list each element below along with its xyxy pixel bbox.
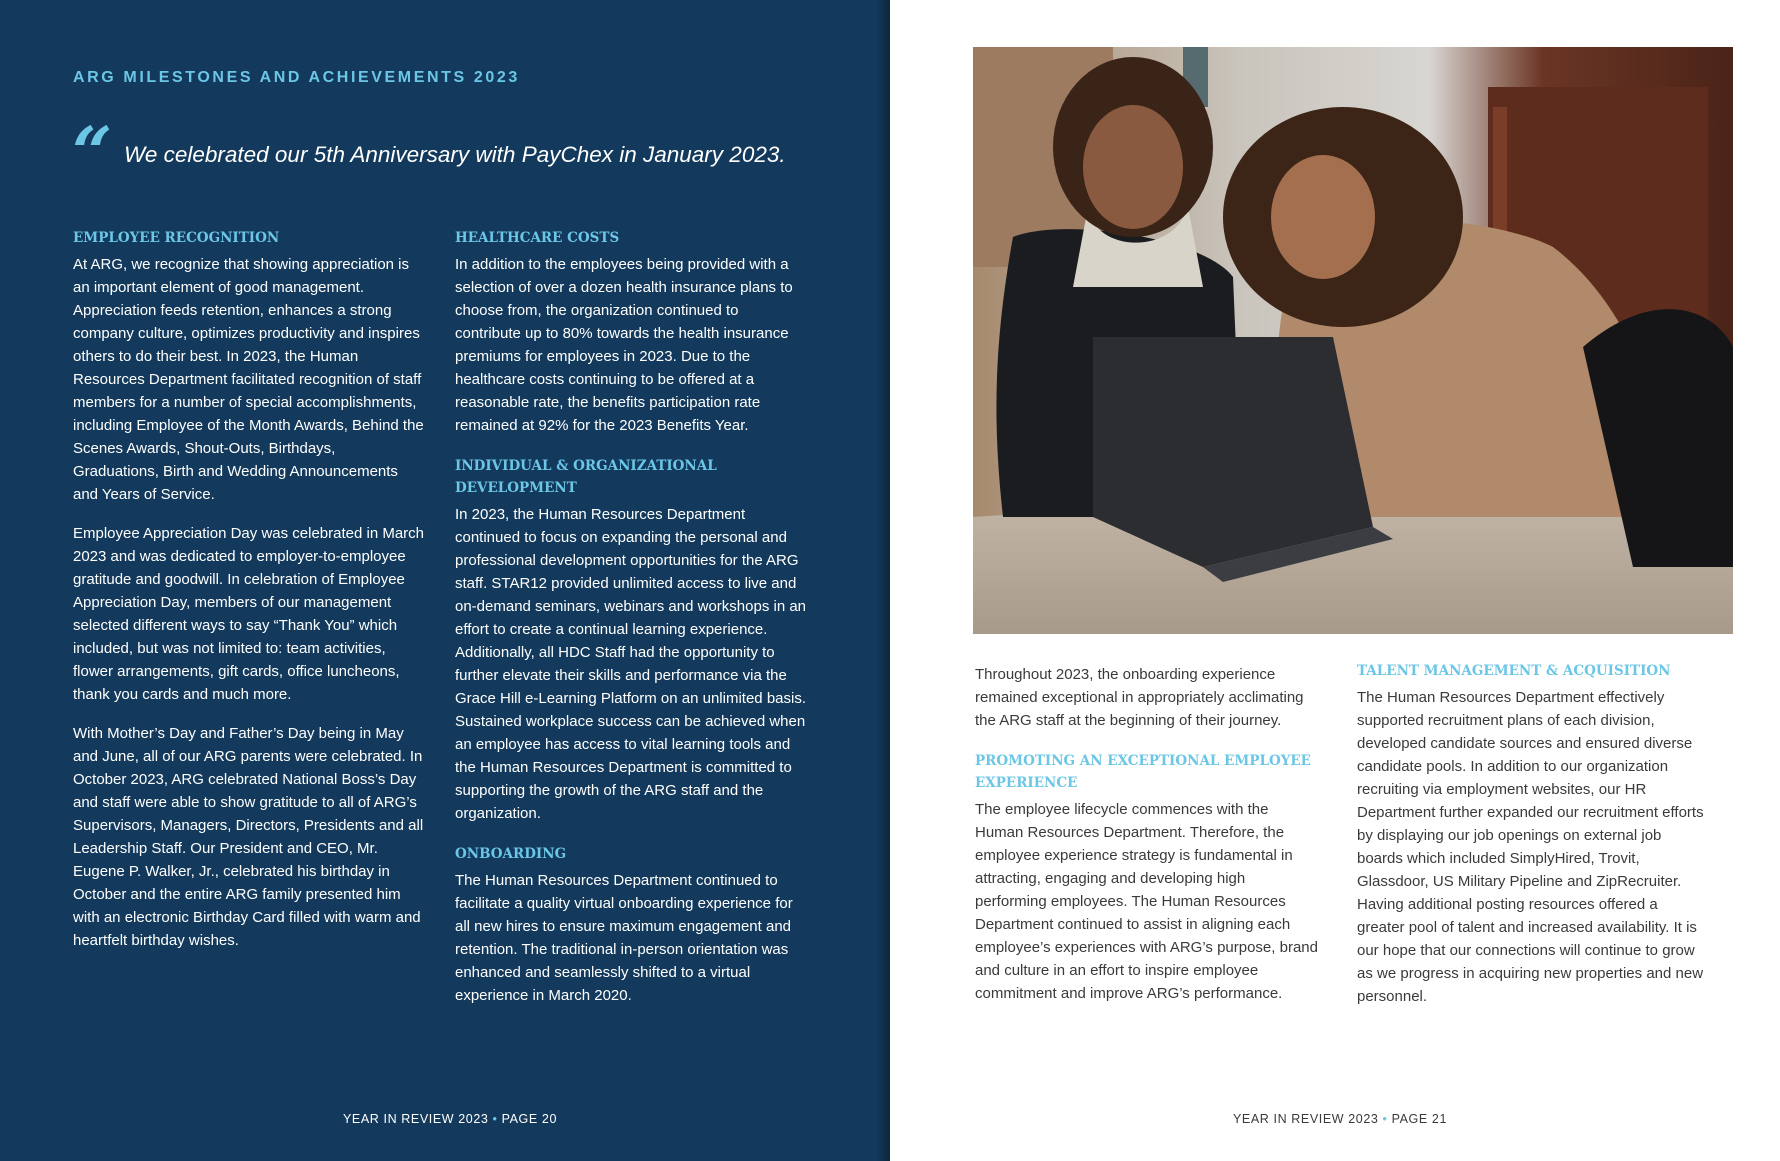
talent-paragraph: The Human Resources Department effectively supported recruitment plans of each division, developed candidate sources and ensured diverse candidate pools. In addition to our organization recruiting via employment websites, our HR Department further expanded our recruitment efforts by displaying our job openings on external job boards which included SimplyHired, Trovit, Glassdoor, US Military Pipeline and ZipRecruiter. Having additional posting resources offered a greater pool of talent and increased availability. It is our hope that our connections will continue to grow as we progress in acquiring new properties and new personnel. [1357,689,1704,1005]
talent-column [1357,660,1707,1026]
healthcare-heading: HEALTHCARE COSTS [455,230,620,246]
pull-quote: We celebrated our 5th Anniversary with PayChex in January 2023. [124,142,786,167]
footer-separator: • [1382,1112,1388,1126]
employee-recognition-column [73,227,425,968]
talent-heading: TALENT MANAGEMENT & ACQUISITION [1357,663,1671,679]
footer-label: YEAR IN REVIEW 2023 [1232,1112,1379,1126]
page-footer-right [890,1112,1780,1126]
footer-separator: • [492,1112,498,1126]
onboarding-continued-paragraph: Throughout 2023, the onboarding experience remained exceptional in appropriately acclimating the ARG staff at the beginning of their journey. [975,666,1304,729]
footer-page-number: PAGE 20 [501,1112,557,1126]
healthcare-paragraph: In addition to the employees being provided with a selection of over a dozen health insurance plans to choose from, the organization continued to contribute up to 80% towards the health insurance premiums for employees in 2023. Due to the healthcare costs continuing to be offered at a reasonable rate, the benefits participation rate remained at 92% for the 2023 Benefits Year. [455,256,793,434]
development-paragraph: In 2023, the Human Resources Department continued to focus on expanding the personal and professional development opportunities for the ARG staff. STAR12 provided unlimited access to live and on-demand seminars, webinars and workshops in an effort to create a continual learning experience. Additionally, all HDC Staff had the opportunity to further elevate their skills and performance via the Grace Hill e-Learning Platform on an unlimited basis. Sustained workplace success can be achieved when an employee has access to vital learning tools and the Human Resources Department is committed to supporting the growth of the ARG staff and the organization. [455,506,807,822]
employee-recognition-heading: EMPLOYEE RECOGNITION [73,230,280,246]
team-photo [973,47,1733,634]
employee-experience-heading: PROMOTING AN EXCEPTIONAL EMPLOYEE EXPERIENCE [975,753,1311,791]
open-quote-icon: “ [72,111,113,194]
onboarding-paragraph: The Human Resources Department continued to facilitate a quality virtual onboarding experience for all new hires to ensure maximum engagement and retention. The traditional in-person orientation was enhanced and seamlessly shifted to a virtual experience in March 2020. [455,872,793,1004]
parents-day-paragraph: With Mother’s Day and Father’s Day being in May and June, all of our ARG parents were celebrated. In October 2023, ARG celebrated National Boss’s Day and staff were able to show gratitude to all of ARG’s Supervisors, Managers, Directors, Presidents and all Leadership Staff. Our President and CEO, Mr. Eugene P. Walker, Jr., celebrated his birthday in October and the entire ARG family presented him with an electronic Birthday Card filled with warm and heartfelt birthday wishes. [73,725,424,949]
employee-experience-paragraph: The employee lifecycle commences with the Human Resources Department. Therefore, the employee experience strategy is fundamental in attracting, engaging and developing high performing employees. The Human Resources Department continued to assist in aligning each employee’s experiences with ARG’s purpose, brand and culture in an effort to inspire employee commitment and improve ARG’s performance. [975,801,1318,1002]
employee-recognition-paragraph: At ARG, we recognize that showing appreciation is an important element of good management. Appreciation feeds retention, enhances a strong company culture, optimizes productivity and inspires others to do their best. In 2023, the Human Resources Department facilitated recognition of staff members for a number of special accomplishments, including Employee of the Month Awards, Behind the Scenes Awards, Shout-Outs, Birthdays, Graduations, Birth and Wedding Announcements and Years of Service. [73,256,424,503]
appreciation-day-paragraph: Employee Appreciation Day was celebrated in March 2023 and was dedicated to employer-to-employee gratitude and goodwill. In celebration of Employee Appreciation Day, members of our management selected different ways to say “Thank You” which included, but was not limited to: team activities, flower arrangements, gift cards, office luncheons, thank you cards and much more. [73,525,425,703]
development-heading: INDIVIDUAL & ORGANIZATIONAL DEVELOPMENT [455,458,717,496]
footer-label: YEAR IN REVIEW 2023 [342,1112,489,1126]
section-kicker: ARG MILESTONES AND ACHIEVEMENTS 2023 [73,69,520,86]
onboarding-heading: ONBOARDING [455,846,567,862]
page-footer-left [0,1112,900,1126]
benefits-column [455,227,807,1025]
footer-page-number: PAGE 21 [1391,1112,1447,1126]
experience-column [975,663,1319,1023]
